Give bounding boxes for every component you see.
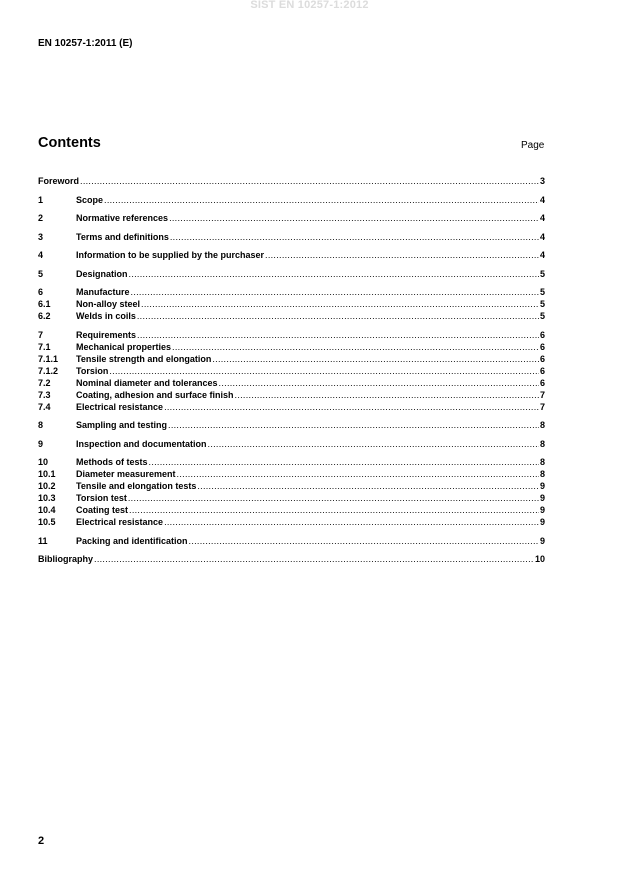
toc-entry-number: 10.3 bbox=[38, 493, 56, 503]
toc-entry-page: 8 bbox=[539, 438, 545, 449]
toc-dot-leader bbox=[208, 438, 539, 450]
toc-dot-leader bbox=[109, 365, 539, 377]
toc-entry-page: 8 bbox=[539, 457, 545, 467]
toc-entry-title: Bibliography bbox=[38, 554, 94, 564]
toc-entry-title: Electrical resistance bbox=[76, 401, 164, 412]
toc-entry-title: Foreword bbox=[38, 176, 80, 186]
toc-entry-title: Diameter measurement bbox=[76, 469, 176, 479]
toc-entry[interactable] bbox=[38, 438, 545, 450]
toc-entry-number: 10 bbox=[38, 457, 49, 467]
toc-dot-leader bbox=[80, 175, 539, 187]
toc-entry-title: Coating test bbox=[76, 505, 129, 515]
toc-entry-title: Torsion bbox=[76, 365, 109, 376]
toc-entry-page: 4 bbox=[539, 250, 545, 260]
toc-entry-title: Normative references bbox=[76, 213, 169, 223]
toc-entry-page: 3 bbox=[539, 176, 545, 186]
toc-entry-number: 11 bbox=[38, 535, 48, 546]
toc-entry[interactable] bbox=[38, 212, 545, 224]
toc-entry-page: 6 bbox=[539, 341, 545, 352]
toc-entry-title: Non-alloy steel bbox=[76, 299, 141, 309]
toc-entry-number: 2 bbox=[38, 213, 44, 223]
toc-entry-page: 7 bbox=[539, 401, 545, 412]
toc-entry-title: Tensile strength and elongation bbox=[76, 353, 212, 364]
toc-entry-number: 7.4 bbox=[38, 401, 51, 412]
toc-entry-title: Terms and definitions bbox=[76, 231, 169, 242]
toc-entry-title: Torsion test bbox=[76, 493, 127, 503]
toc-entry-page: 4 bbox=[539, 231, 545, 242]
toc-entry-page: 7 bbox=[539, 389, 545, 400]
toc-entry-number: 7.2 bbox=[38, 377, 51, 388]
toc-entry[interactable] bbox=[38, 468, 545, 480]
toc-entry-number: 6.1 bbox=[38, 299, 51, 309]
toc-dot-leader bbox=[169, 212, 539, 224]
toc-dot-leader bbox=[104, 194, 539, 206]
toc-entry-number: 9 bbox=[38, 438, 44, 449]
toc-entry-page: 9 bbox=[539, 505, 545, 515]
document-id: EN 10257-1:2011 (E) bbox=[38, 38, 133, 49]
toc-dot-leader bbox=[197, 480, 539, 492]
toc-dot-leader bbox=[137, 329, 539, 341]
toc-dot-leader bbox=[164, 516, 539, 528]
toc-entry-title: Designation bbox=[76, 268, 128, 279]
page-number: 2 bbox=[38, 835, 45, 847]
toc-dot-leader bbox=[164, 401, 539, 413]
contents-heading: Contents bbox=[38, 135, 101, 151]
toc-entry[interactable] bbox=[38, 553, 545, 565]
toc-entry[interactable] bbox=[38, 194, 545, 206]
toc-entry-number: 7.1.2 bbox=[38, 365, 59, 376]
toc-entry[interactable] bbox=[38, 377, 545, 389]
toc-dot-leader bbox=[94, 553, 534, 565]
toc-entry-number: 10.5 bbox=[38, 517, 56, 527]
toc-entry-number: 7 bbox=[38, 329, 44, 340]
toc-entry-number: 6 bbox=[38, 287, 44, 297]
toc-entry-title: Manufacture bbox=[76, 287, 130, 297]
toc-entry-page: 8 bbox=[539, 420, 545, 430]
toc-entry[interactable] bbox=[38, 365, 545, 377]
toc-entry[interactable] bbox=[38, 298, 545, 310]
toc-entry[interactable] bbox=[38, 480, 545, 492]
toc-dot-leader bbox=[168, 419, 539, 431]
toc-entry-number: 4 bbox=[38, 250, 44, 260]
toc-entry-page: 4 bbox=[539, 213, 545, 223]
toc-entry-number: 10.2 bbox=[38, 481, 56, 491]
toc-entry-page: 5 bbox=[539, 299, 545, 309]
toc-dot-leader bbox=[128, 492, 539, 504]
toc-entry-number: 7.1.1 bbox=[38, 353, 59, 364]
toc-dot-leader bbox=[129, 268, 539, 280]
toc-entry[interactable] bbox=[38, 341, 545, 353]
toc-entry-title: Information to be supplied by the purchaser bbox=[76, 250, 265, 260]
toc-entry-page: 6 bbox=[539, 365, 545, 376]
toc-entry[interactable] bbox=[38, 329, 545, 341]
toc-entry-number: 3 bbox=[38, 231, 44, 242]
toc-dot-leader bbox=[219, 377, 539, 389]
toc-dot-leader bbox=[177, 468, 539, 480]
toc-entry-page: 6 bbox=[539, 377, 545, 388]
toc-entry[interactable] bbox=[38, 353, 545, 365]
toc-entry[interactable] bbox=[38, 419, 545, 431]
toc-entry-title: Nominal diameter and tolerances bbox=[76, 377, 218, 388]
toc-entry-page: 10 bbox=[534, 554, 545, 564]
page-column-label: Page bbox=[521, 140, 545, 151]
toc-dot-leader bbox=[172, 341, 539, 353]
toc-entry[interactable] bbox=[38, 231, 545, 243]
toc-entry-page: 5 bbox=[539, 311, 545, 321]
toc-dot-leader bbox=[212, 353, 539, 365]
toc-entry-page: 8 bbox=[539, 469, 545, 479]
toc-entry-number: 1 bbox=[38, 194, 44, 205]
toc-entry[interactable] bbox=[38, 249, 545, 261]
toc-entry[interactable] bbox=[38, 286, 545, 298]
toc-entry-title: Sampling and testing bbox=[76, 420, 168, 430]
toc-entry[interactable] bbox=[38, 175, 545, 187]
toc-entry-page: 5 bbox=[539, 268, 545, 279]
toc-entry-page: 4 bbox=[539, 194, 545, 205]
toc-dot-leader bbox=[189, 535, 539, 547]
toc-entry-title: Scope bbox=[76, 194, 104, 205]
watermark: SIST EN 10257-1:2012 bbox=[250, 0, 369, 11]
toc-entry[interactable] bbox=[38, 492, 545, 504]
toc-entry-title: Packing and identification bbox=[76, 535, 188, 546]
toc-entry[interactable] bbox=[38, 268, 545, 280]
toc-entry[interactable] bbox=[38, 389, 545, 401]
toc-entry-page: 9 bbox=[539, 517, 545, 527]
toc-entry-title: Mechanical properties bbox=[76, 341, 172, 352]
toc-entry[interactable] bbox=[38, 504, 545, 516]
toc-entry-number: 10.4 bbox=[38, 505, 56, 515]
toc-dot-leader bbox=[235, 389, 539, 401]
toc-entry-page: 6 bbox=[539, 353, 545, 364]
toc-entry-title: Electrical resistance bbox=[76, 517, 164, 527]
toc-entry-page: 6 bbox=[539, 329, 545, 340]
toc-entry[interactable] bbox=[38, 401, 545, 413]
toc-entry-title: Welds in coils bbox=[76, 311, 136, 321]
toc-entry-number: 5 bbox=[38, 268, 44, 279]
toc-dot-leader bbox=[149, 456, 539, 468]
toc-entry-title: Methods of tests bbox=[76, 457, 148, 467]
toc-entry-title: Inspection and documentation bbox=[76, 438, 207, 449]
toc-entry-number: 8 bbox=[38, 420, 44, 430]
toc-dot-leader bbox=[131, 286, 539, 298]
toc-entry-page: 5 bbox=[539, 287, 545, 297]
toc-dot-leader bbox=[141, 298, 539, 310]
toc-entry[interactable] bbox=[38, 310, 545, 322]
toc-entry[interactable] bbox=[38, 456, 545, 468]
toc-entry-number: 7.3 bbox=[38, 389, 51, 400]
toc-entry-number: 6.2 bbox=[38, 311, 51, 321]
toc-entry-title: Tensile and elongation tests bbox=[76, 481, 197, 491]
table-of-contents bbox=[38, 175, 545, 565]
toc-entry-page: 9 bbox=[539, 481, 545, 491]
toc-dot-leader bbox=[137, 310, 539, 322]
toc-entry-title: Coating, adhesion and surface finish bbox=[76, 389, 234, 400]
toc-dot-leader bbox=[129, 504, 539, 516]
toc-entry-number: 7.1 bbox=[38, 341, 51, 352]
toc-entry-page: 9 bbox=[539, 493, 545, 503]
toc-entry[interactable] bbox=[38, 516, 545, 528]
toc-entry-page: 9 bbox=[539, 535, 545, 546]
toc-dot-leader bbox=[265, 249, 539, 261]
toc-entry-number: 10.1 bbox=[38, 469, 56, 479]
toc-entry[interactable] bbox=[38, 535, 545, 547]
toc-entry-title: Requirements bbox=[76, 329, 137, 340]
toc-dot-leader bbox=[170, 231, 539, 243]
